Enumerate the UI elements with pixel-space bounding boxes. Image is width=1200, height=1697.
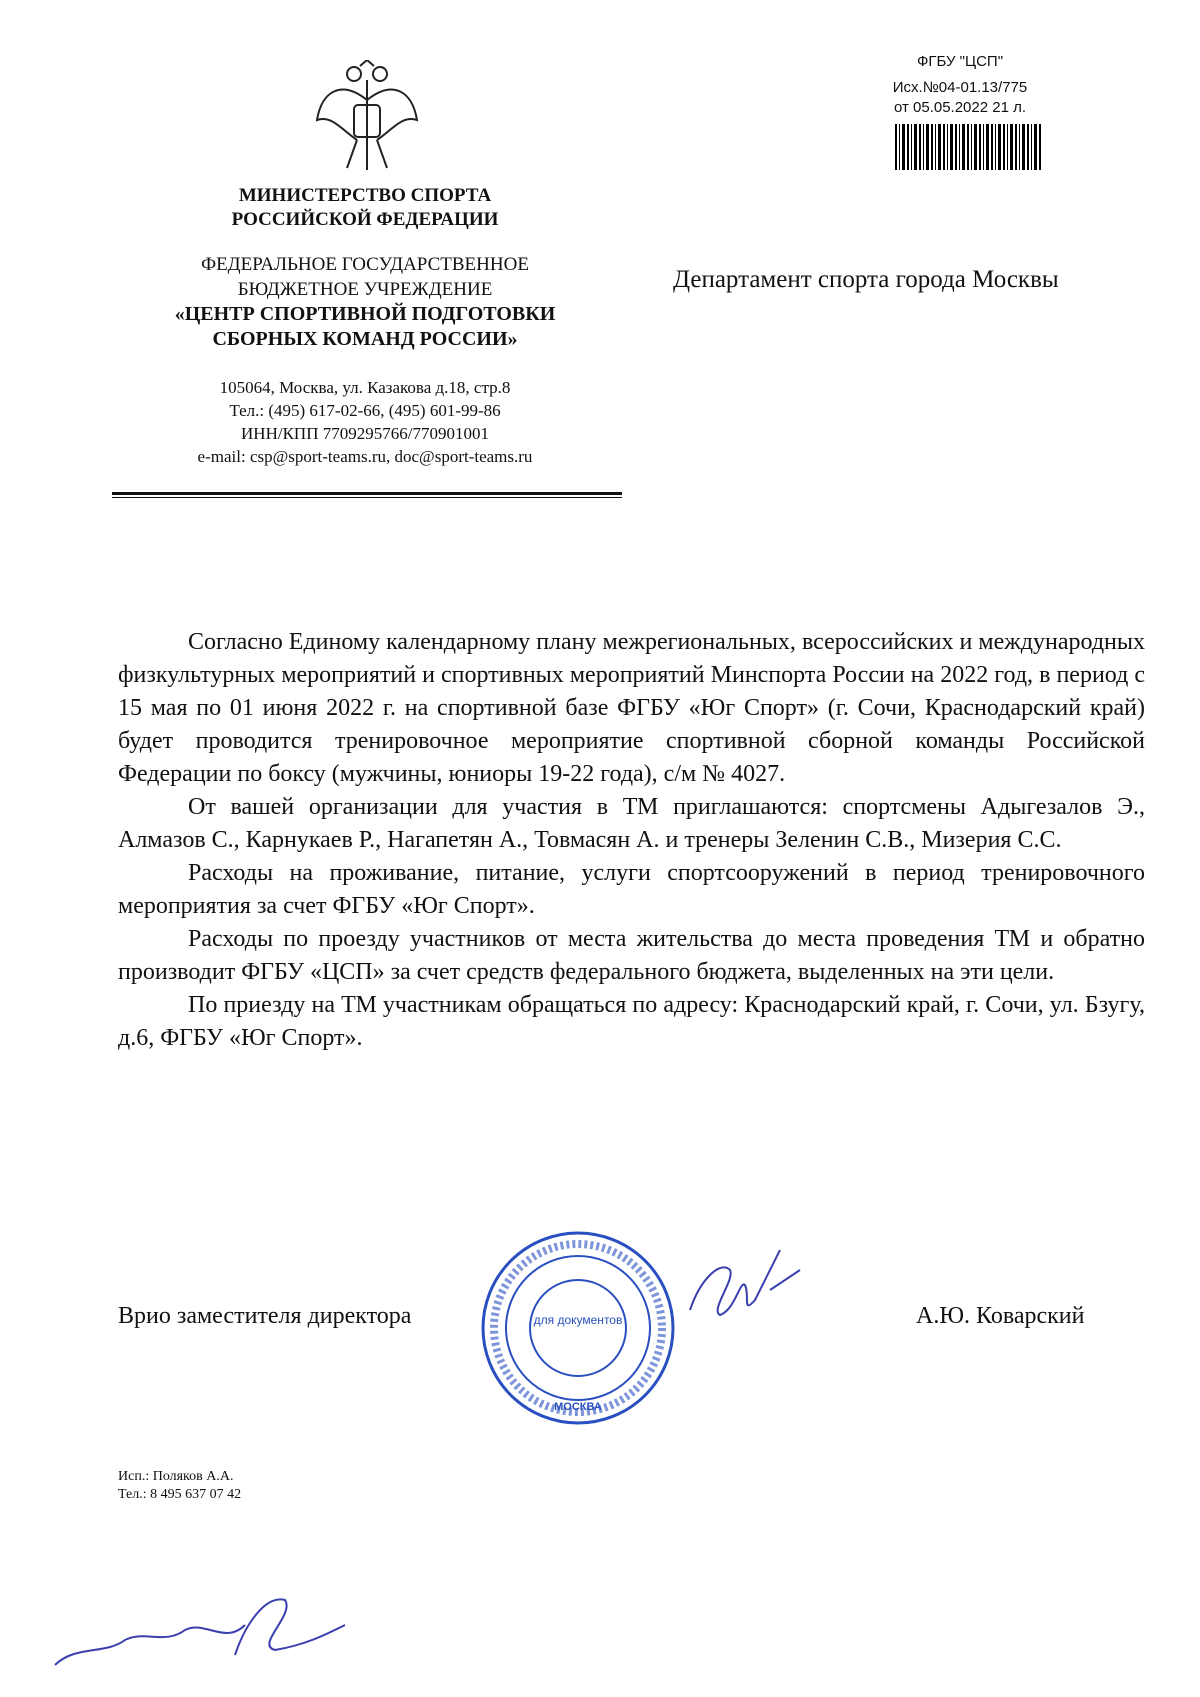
org-line: БЮДЖЕТНОЕ УЧРЕЖДЕНИЕ — [237, 279, 493, 300]
registration-org: ФГБУ "ЦСП" — [916, 53, 1004, 70]
handwritten-signature — [680, 1240, 810, 1330]
coat-of-arms-icon — [312, 60, 422, 178]
inn-kpp: ИНН/КПП 7709295766/770901001 — [241, 424, 489, 443]
registration-date: от 05.05.2022 21 л. — [893, 99, 1027, 116]
phone: Тел.: (495) 617-02-66, (495) 601-99-86 — [229, 401, 501, 420]
letter-body — [118, 626, 1145, 1055]
header-divider — [112, 492, 622, 498]
body-paragraph: Расходы на проживание, питание, услуги спортсооружений в период тренировочного мероприятия за счет ФГБУ «Юг Спорт». — [118, 860, 1145, 919]
seal-city-text: МОСКВА — [554, 1401, 602, 1413]
organization-name — [110, 252, 620, 352]
email-line — [110, 445, 620, 468]
recipient: Департамент спорта города Москвы — [673, 266, 1059, 293]
executor-name: Исп.: Поляков А.А. — [118, 1469, 234, 1484]
ministry-line: РОССИЙСКОЙ ФЕДЕРАЦИИ — [231, 209, 499, 230]
body-paragraph: Расходы по проезду участников от места жительства до места проведения ТМ и обратно производит ФГБУ «ЦСП» за счет средств федерального бюджета, выделенных на эти цели. — [118, 926, 1145, 985]
barcode — [895, 124, 1043, 170]
executor-phone: Тел.: 8 495 637 07 42 — [118, 1487, 242, 1502]
body-paragraph: От вашей организации для участия в ТМ приглашаются: спортсмены Адыгезалов Э., Алмазов С., Карнукаев Р., Нагапетян А., Товмасян А. и тренеры Зеленин С.В., Мизерия С.С. — [118, 794, 1145, 853]
official-seal — [478, 1228, 678, 1428]
contact-block — [110, 376, 620, 468]
email-link-csp[interactable]: csp@sport-teams.ru — [249, 447, 386, 466]
ministry-line: МИНИСТЕРСТВО СПОРТА — [238, 185, 492, 206]
ministry-name — [110, 184, 620, 232]
org-line: «ЦЕНТР СПОРТИВНОЙ ПОДГОТОВКИ — [174, 303, 556, 325]
address: 105064, Москва, ул. Казакова д.18, стр.8 — [219, 378, 511, 397]
email-label: e-mail: — [197, 447, 250, 466]
executor-info — [118, 1468, 241, 1504]
registration-stamp — [850, 52, 1070, 118]
signatory-position: Врио заместителя директора — [118, 1303, 412, 1329]
registration-number: Исх.№04-01.13/775 — [892, 79, 1028, 96]
email-link-doc[interactable]: doc@sport-teams.ru — [394, 447, 533, 466]
seal-center-text: для документов — [533, 1313, 623, 1327]
signatory-name: А.Ю. Коварский — [916, 1303, 1085, 1329]
org-line: СБОРНЫХ КОМАНД РОССИИ» — [212, 328, 518, 350]
handwritten-initials — [45, 1585, 365, 1680]
body-paragraph: По приезду на ТМ участникам обращаться по адресу: Краснодарский край, г. Сочи, ул. Бзугу, д.6, ФГБУ «Юг Спорт». — [118, 992, 1145, 1051]
org-line: ФЕДЕРАЛЬНОЕ ГОСУДАРСТВЕННОЕ — [201, 254, 529, 275]
body-paragraph: Согласно Единому календарному плану межрегиональных, всероссийских и международных физкультурных мероприятий и спортивных мероприятий Минспорта России на 2022 год, в период с 15 мая по 01 июня 2022 г. на спортивной базе ФГБУ «Юг Спорт» (г. Сочи, Краснодарский край) будет проводится тренировочное мероприятие спортивной сборной команды Российской Федерации по боксу (мужчины, юниоры 19-22 года), с/м № 4027. — [118, 629, 1145, 787]
email-separator: , — [386, 447, 395, 466]
